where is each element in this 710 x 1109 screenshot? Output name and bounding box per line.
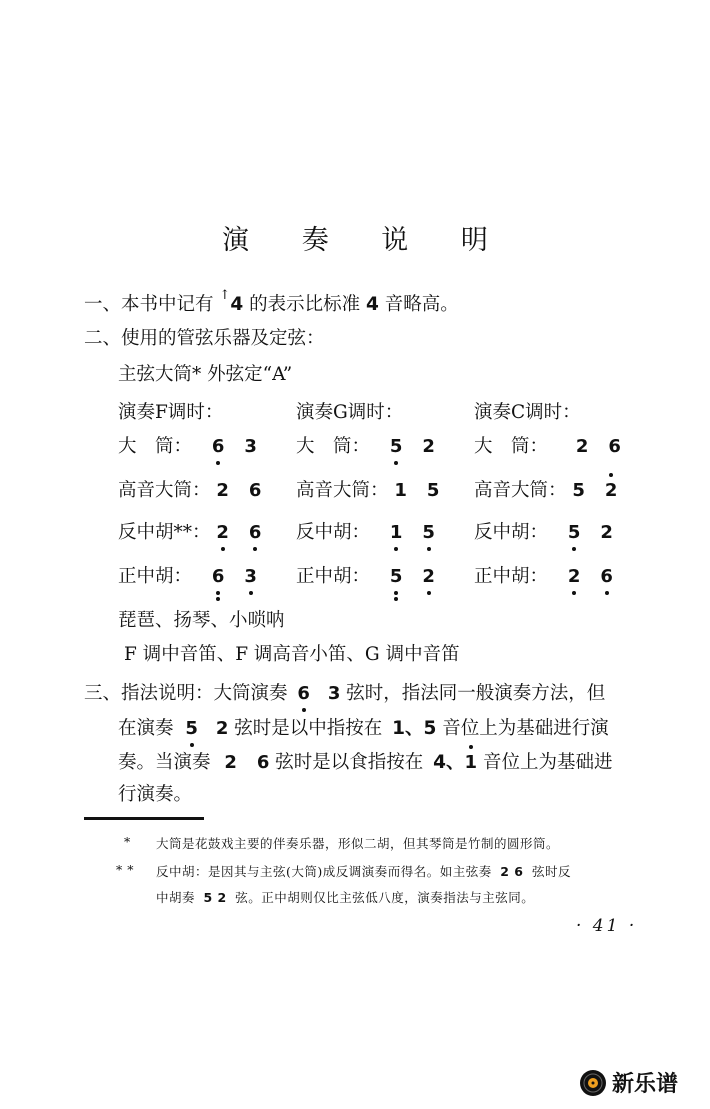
cell-label: 高音大筒： — [118, 480, 211, 501]
item-1-prefix: 一、本书中记有 — [84, 294, 214, 315]
item-1-suffix: 音略高。 — [384, 294, 459, 315]
footnote-2-line-1: 反中胡：是因其与主弦(大筒)成反调演奏而得名。如主弦奏 2 6 弦时反 — [156, 864, 571, 879]
cell-label: 大 筒： — [118, 436, 193, 457]
note: 1 — [465, 752, 478, 773]
cell-label: 反中胡**： — [118, 522, 211, 543]
note: 2 — [568, 566, 581, 587]
tuning-cell — [474, 432, 621, 458]
note: 2 — [216, 522, 229, 543]
cell-label: 正中胡： — [474, 566, 549, 587]
column-header-f: 演奏F调时： — [118, 402, 224, 423]
note: 5 — [390, 436, 403, 457]
note: 5 — [390, 566, 403, 587]
watermark-logo — [578, 1067, 678, 1098]
tuning-line: 主弦大筒* 外弦定“A” — [118, 364, 293, 385]
tuning-cell — [296, 476, 439, 502]
footnote-1: 大筒是花鼓戏主要的伴奏乐器，形似二胡，但其琴筒是竹制的圆形筒。 — [156, 836, 560, 851]
tuning-cell — [296, 562, 435, 588]
cell-label: 高音大筒： — [474, 480, 567, 501]
note: 2 — [422, 566, 435, 587]
column-header-g: 演奏G调时： — [296, 402, 404, 423]
logo-text: 新乐谱 — [612, 1072, 679, 1097]
footnote-2-mark: * * — [116, 862, 134, 877]
note: 1 — [390, 522, 403, 543]
note: 5 — [185, 718, 198, 739]
cell-label: 正中胡： — [296, 566, 371, 587]
cell-label: 大 筒： — [296, 436, 371, 457]
note: 5 — [426, 480, 440, 501]
tuning-cell — [118, 432, 257, 458]
note: 6 — [212, 566, 225, 587]
note: 5 — [572, 480, 585, 501]
note: 6 — [212, 436, 225, 457]
footnote-rule — [84, 817, 204, 820]
other-instruments: 琵琶、扬琴、小唢呐 — [118, 610, 285, 631]
column-header-c: 演奏C调时： — [474, 402, 581, 423]
cell-label: 大 筒： — [474, 436, 549, 457]
note: 3 — [327, 683, 341, 704]
note: 6 — [608, 436, 621, 457]
tuning-cell — [296, 518, 435, 544]
section-3-line-2: 在演奏 5 2 弦时是以中指按在 1、5 音位上为基础进行演 — [118, 714, 609, 740]
note: 5 — [422, 522, 435, 543]
flutes-line: F 调中音笛、F 调高音小笛、G 调中音笛 — [124, 644, 460, 665]
page-number: · 41 · — [576, 916, 638, 936]
footnote-1-mark: * — [124, 834, 131, 849]
note: 6 — [249, 522, 262, 543]
note: 3 — [244, 566, 257, 587]
tuning-cell — [474, 562, 613, 588]
item-1-num: 4 — [230, 294, 244, 315]
tuning-cell — [296, 432, 435, 458]
section-3-line-1: 三、指法说明：大筒演奏 6 3 弦时，指法同一般演奏方法，但 — [84, 679, 605, 705]
note: 2 — [422, 436, 435, 457]
note: 2 — [216, 480, 229, 501]
cell-label: 反中胡： — [296, 522, 371, 543]
footnote-2-line-2: 中胡奏 5 2 弦。正中胡则仅比主弦低八度，演奏指法与主弦同。 — [156, 890, 535, 905]
tuning-cell — [474, 518, 613, 544]
tuning-cell — [118, 518, 261, 544]
note: 3 — [244, 436, 257, 457]
cell-label: 高音大筒： — [296, 480, 389, 501]
section-3-line-4: 行演奏。 — [118, 784, 193, 805]
note: 6 — [297, 683, 310, 704]
item-2: 二、使用的管弦乐器及定弦： — [84, 328, 325, 349]
up-arrow-icon: ↑ — [219, 288, 231, 303]
tuning-cell — [474, 476, 617, 502]
record-icon — [578, 1068, 608, 1098]
section-3-line-3: 奏。当演奏 2 6 弦时是以食指按在 4、1 音位上为基础进 — [118, 748, 612, 774]
note: 2 — [224, 752, 237, 773]
note: 2 — [605, 480, 618, 501]
note: 5 — [568, 522, 581, 543]
tuning-cell — [118, 562, 257, 588]
tuning-cell — [118, 476, 261, 502]
note: 6 — [248, 480, 262, 501]
cell-label: 正中胡： — [118, 566, 193, 587]
note: 2 — [575, 436, 589, 457]
note: 2 — [215, 718, 229, 739]
note: 6 — [600, 566, 613, 587]
note: 2 — [600, 522, 613, 543]
page-title: 演 奏 说 明 — [222, 225, 510, 256]
cell-label: 反中胡： — [474, 522, 549, 543]
item-1-mid: 的表示比标准 — [249, 294, 361, 315]
item-1-num2: 4 — [365, 294, 379, 315]
item-1 — [84, 290, 459, 316]
note: 6 — [256, 752, 270, 773]
note: 1 — [394, 480, 407, 501]
